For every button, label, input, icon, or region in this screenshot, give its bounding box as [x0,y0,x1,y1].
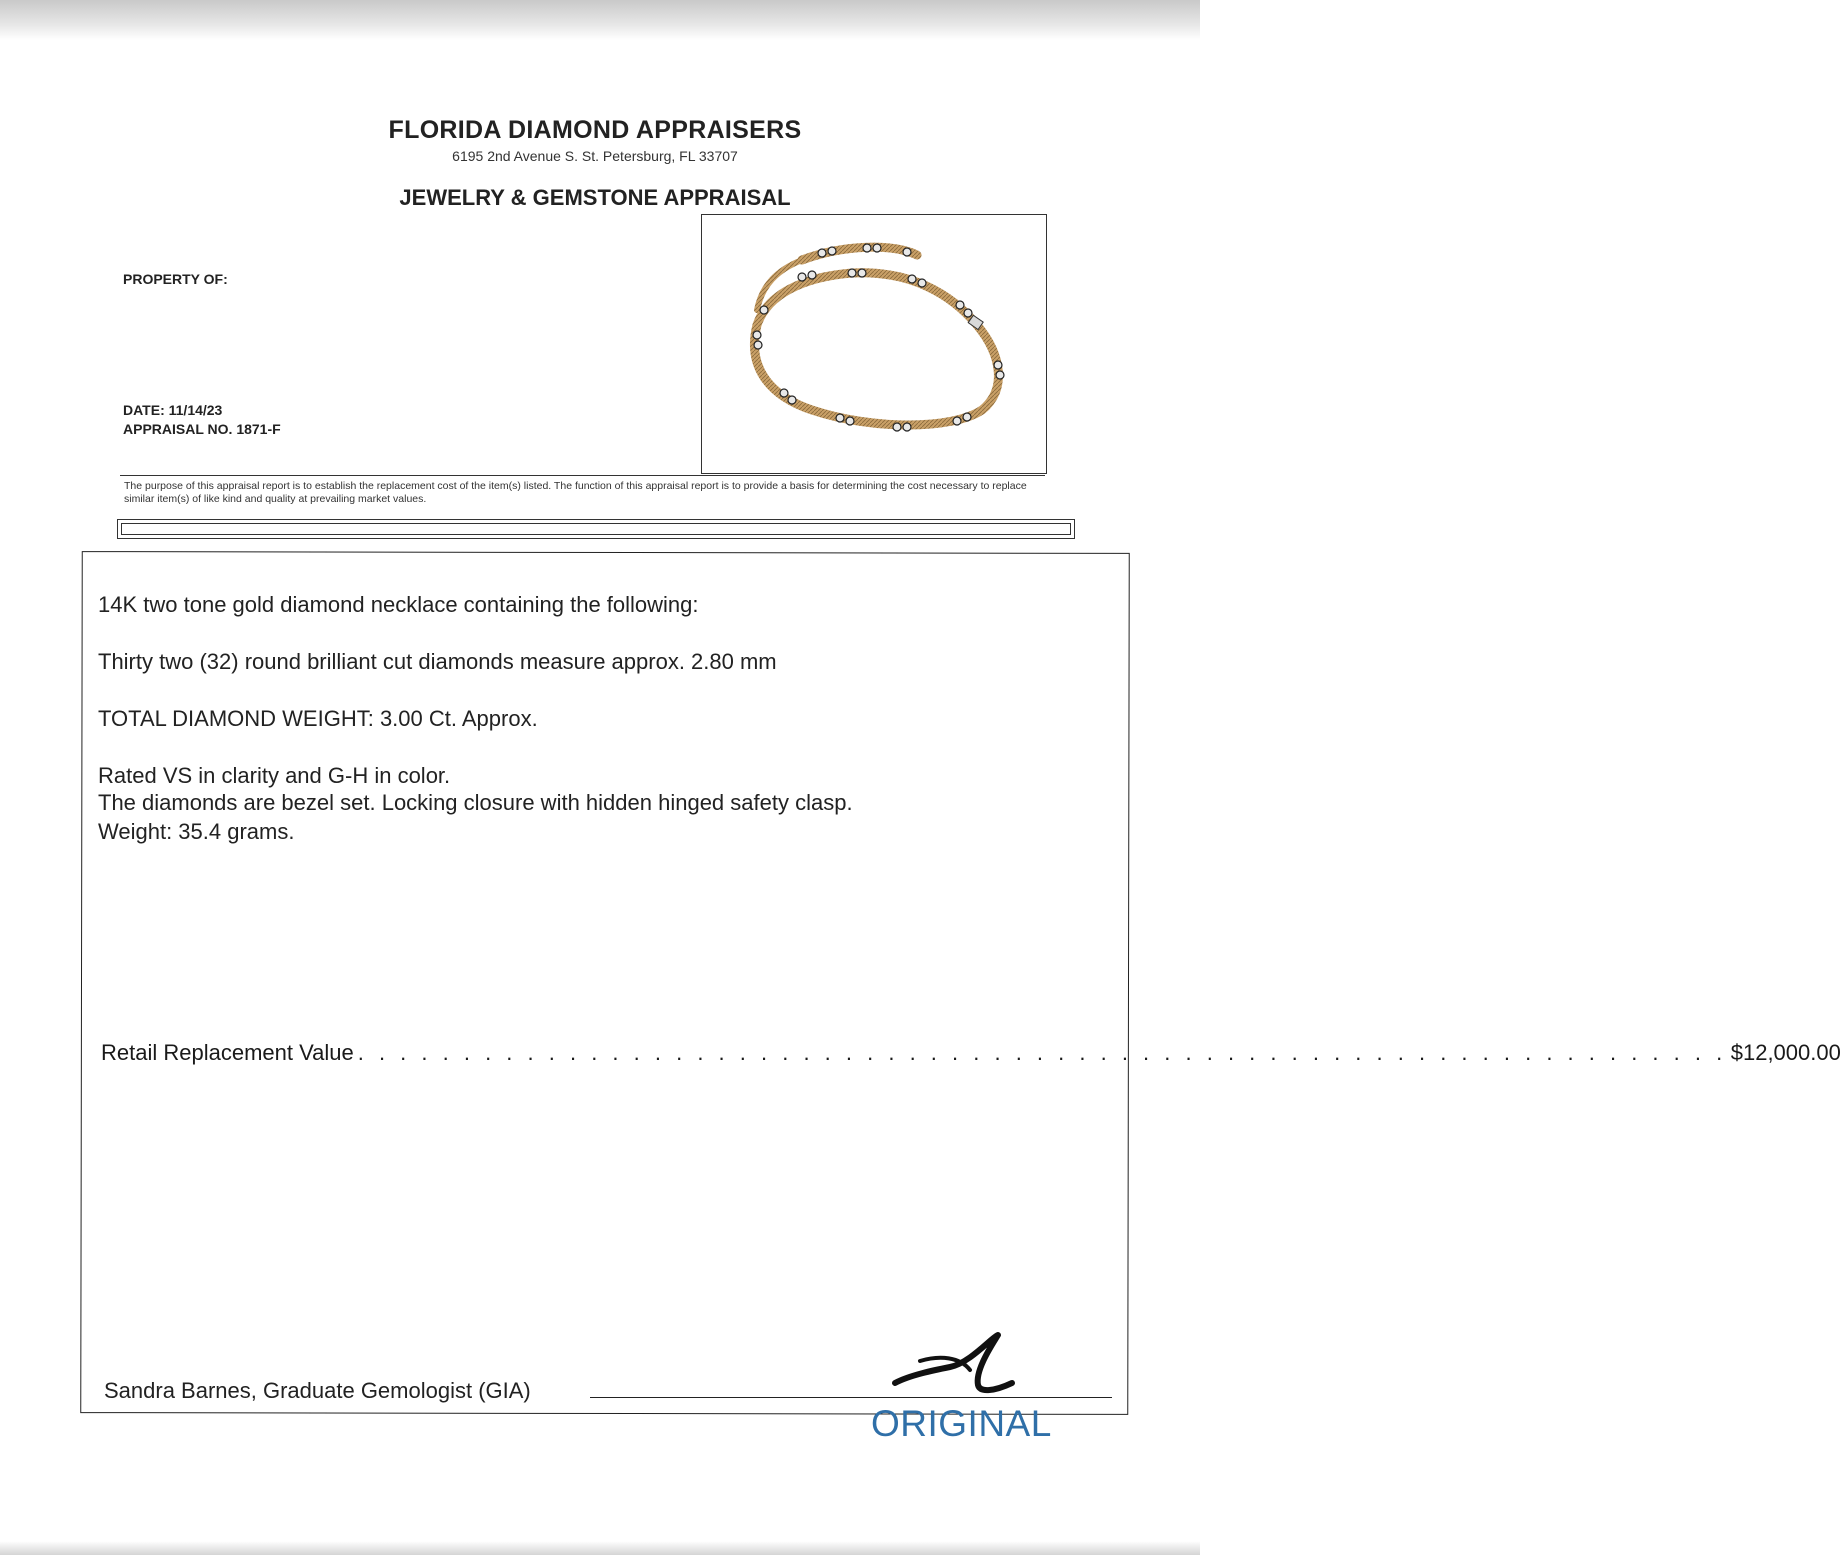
company-address: 6195 2nd Avenue S. St. Petersburg, FL 33707 [452,148,738,164]
double-rule-bar [117,519,1075,539]
item-description: 14K two tone gold diamond necklace containing the following: [98,592,699,617]
retail-value-row [101,1040,1841,1066]
signature-line [590,1397,1112,1398]
appraiser-name: Sandra Barnes, Graduate Gemologist (GIA) [104,1378,531,1403]
diamond-count: Thirty two (32) round brilliant cut diamonds measure approx. 2.80 mm [98,649,777,674]
retail-value-amount: $12,000.00 [1730,1040,1841,1065]
signature-scribble [880,1325,1030,1405]
document-title: JEWELRY & GEMSTONE APPRAISAL [399,185,791,210]
scan-edge-top [0,0,1200,40]
item-weight: Weight: 35.4 grams. [98,819,295,844]
property-of-label: PROPERTY OF: [123,271,228,287]
purpose-statement: The purpose of this appraisal report is to establish the replacement cost of the item(s) listed. The function of this appraisal report is to provide a basis for determining the cost necessary to replace similar item(s) of like kind and quality at prevailing market values. [124,480,1027,505]
appraisal-number: APPRAISAL NO. 1871-F [123,421,281,437]
setting-and-clasp: The diamonds are bezel set. Locking closure with hidden hinged safety clasp. [98,790,853,815]
item-photo-frame [701,214,1047,474]
retail-value-label: Retail Replacement Value [101,1040,354,1065]
necklace-image [702,215,1046,473]
original-stamp: ORIGINAL [871,1403,1052,1444]
divider [120,475,1045,476]
diamond-quality: Rated VS in clarity and G-H in color. [98,763,451,788]
company-name: FLORIDA DIAMOND APPRAISERS [388,116,802,144]
scan-edge-bottom [0,1541,1200,1555]
appraisal-body-box [80,551,1130,1415]
total-diamond-weight: TOTAL DIAMOND WEIGHT: 3.00 Ct. Approx. [98,706,538,731]
date-field: DATE: 11/14/23 [123,402,223,418]
leader-dots: . . . . . . . . . . . . . . . . . . . . . . . . . . . . . . . . . . . . . . . . . . . . . . . . . . . . . . . . . . . . . . . . . [357,1040,1727,1065]
